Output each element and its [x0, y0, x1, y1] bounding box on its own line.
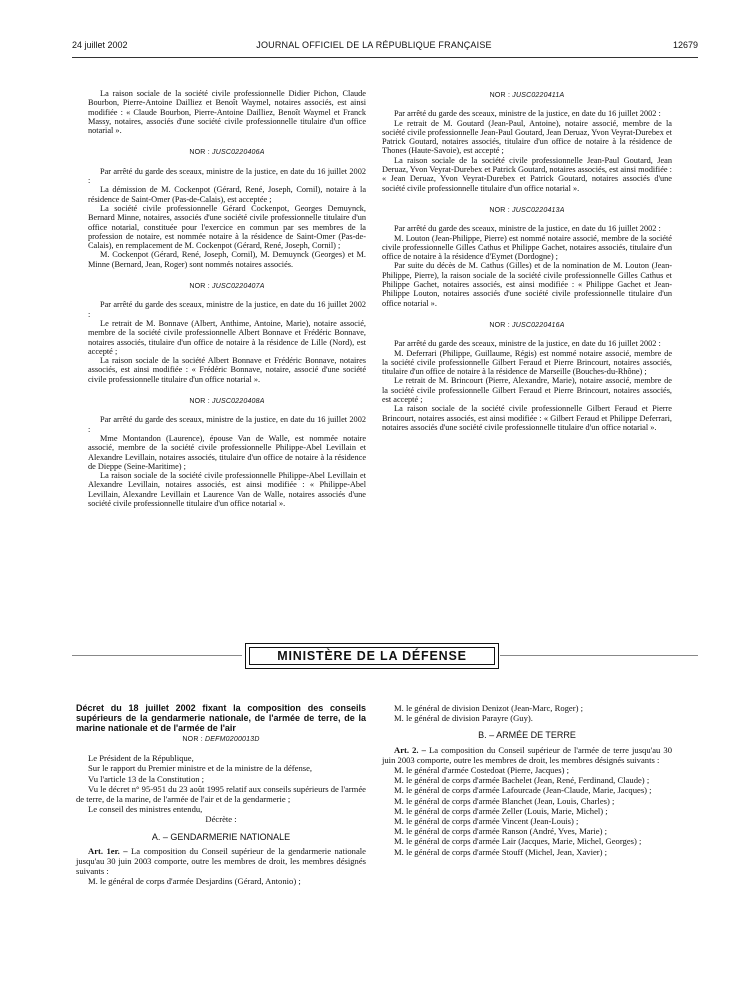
decrete: Décrète : — [205, 814, 237, 825]
ministry-heading-box — [245, 643, 499, 669]
section-b-heading: B. – ARMÉE DE TERRE — [478, 730, 576, 741]
preamble-line: Sur le rapport du Premier ministre et de la ministre de la défense, — [88, 763, 313, 774]
decree-nor — [76, 735, 366, 745]
nor-label: NOR : — [489, 92, 511, 99]
nor-label: NOR : — [182, 736, 203, 743]
preamble-line: Vu le décret n° 95-951 du 23 août 1995 relatif aux conseils supérieurs de l'armée de terre, de la marine, de l'armée de l'air et de la gendarmerie ; — [76, 783, 366, 805]
paragraph: Par suite du décès de M. Cathus (Gilles) et de la nomination de M. Louton (Jean-Philippe, Pierre), la raison sociale de la société civile professionnelle Gilles Cathus et Philippe Gachet, notaires associés, est ainsi modifiée : « Philippe Gachet et Jean-Philippe Louton, notaires associés d'une société civile professionnelle titulaire d'un office notarial ». — [382, 261, 672, 308]
paragraph: Le retrait de M. Bonnave (Albert, Anthime, Antoine, Marie), notaire associé, membre de la société civile professionnelle Albert Bonnave et Frédéric Bonnave, notaires associés, titulaire d'un office de notaire à la résidence de Lille (Nord), est accepté ; — [88, 318, 366, 356]
nor-label: NOR : — [189, 149, 210, 157]
nor-reference — [88, 282, 366, 291]
section-a-heading: A. – GENDARMERIE NATIONALE — [151, 831, 291, 842]
nor-reference — [382, 91, 672, 100]
article-1-text: La composition du Conseil supérieur de la gendarmerie nationale jusqu'au 30 juin 2003 comporte, outre les membres de droit, les membres désignés suivants : — [76, 845, 366, 877]
paragraph: La raison sociale de la société civile professionnelle Gilbert Feraud et Pierre Brincourt, notaires associés, est ainsi modifiée : « Gilbert Feraud et Philippe Deferrari, notaires associés d'une société civile professionnelle titulaire d'un office notarial ». — [382, 404, 672, 432]
article-2 — [382, 745, 672, 765]
paragraph: La société civile professionnelle Gérard Cockenpot, Georges Demuynck, Bernard Minne, notaires, associés d'une société civile professionnelle titulaire d'un office notarial, constituée pour l'exercice en commun par ses membres de la profession de notaire, est nommée notaire à la résidence de Saint-Omer (Pas-de-Calais), en remplacement de M. Cockenpot (Gérard, René, Joseph, Cornil) ; — [88, 203, 366, 251]
member-item: M. le général de corps d'armée Bachelet (Jean, René, Ferdinand, Claude) ; — [394, 775, 650, 786]
nor-reference — [88, 397, 366, 406]
member-item: M. le général de corps d'armée Desjardins (Gérard, Antonio) ; — [88, 876, 301, 887]
paragraph: La démission de M. Cockenpot (Gérard, René, Joseph, Cornil), notaire à la résidence de Saint-Omer (Pas-de-Calais), est acceptée ; — [88, 185, 366, 204]
paragraph: M. Louton (Jean-Philippe, Pierre) est nommé notaire associé, membre de la société civile professionnelle Gilles Cathus et Philippe Gachet, notaires associés, titulaire d'un office de notaire à la résidence d'Eymet (Dordogne) ; — [382, 233, 672, 262]
nor-reference — [382, 321, 672, 330]
paragraph: Par arrêté du garde des sceaux, ministre de la justice, en date du 16 juillet 2002 : — [394, 109, 661, 119]
member-item: M. le général de corps d'armée Stouff (Michel, Jean, Xavier) ; — [394, 846, 608, 857]
nor-reference — [382, 206, 672, 215]
header-page-number: 12679 — [672, 40, 698, 50]
paragraph: M. Cockenpot (Gérard, René, Joseph, Cornil), M. Demuynck (Georges) et M. Minne (Bernard, Jean, Roger) sont nommés notaires associés. — [88, 250, 366, 269]
paragraph: La raison sociale de la société Albert Bonnave et Frédéric Bonnave, notaires associés, est ainsi modifiée : « Frédéric Bonnave, notaire, associé d'une société civile professionnelle titulaire d'un office notarial ». — [88, 356, 366, 384]
preamble-line: Le Président de la République, — [88, 753, 194, 764]
page-header — [0, 40, 748, 54]
paragraph: La raison sociale de la société civile professionnelle Didier Pichon, Claude Bourbon, Pierre-Antoine Dailliez et Benoît Waymel, notaires associés, est ainsi modifiée : « Claude Bourbon, Pierre-Antoine Dailliez, Benoît Waymel et Franck Massy, notaires, associés d'une société civile professionnelle titulaire d'un office notarial ». — [88, 89, 366, 136]
paragraph: Par arrêté du garde des sceaux, ministre de la justice, en date du 16 juillet 2002 : — [88, 300, 366, 319]
paragraph: La raison sociale de la société civile professionnelle Jean-Paul Goutard, Jean Deruaz, Yvon Veyrat-Durebex et Patrick Goutard, notaires associés, est ainsi modifiée : « Jean Deruaz, Yvon Veyrat-Durebex et Patrick Goutard, notaires associés d'une société civile professionnelle titulaire d'un office notarial ». — [382, 155, 672, 193]
nor-label: NOR : — [189, 398, 210, 406]
member-item: M. le général de corps d'armée Ranson (André, Yves, Marie) ; — [394, 826, 607, 837]
member-item: M. le général de corps d'armée Vincent (Jean-Louis) ; — [394, 816, 579, 827]
top-left-column — [88, 89, 366, 508]
ministry-heading: MINISTÈRE DE LA DÉFENSE — [249, 647, 495, 665]
member-item: M. le général de division Denizot (Jean-Marc, Roger) ; — [394, 703, 583, 713]
bottom-right-column — [382, 703, 672, 857]
paragraph: Mme Montandon (Laurence), épouse Van de Walle, est nommée notaire associé, membre de la société civile professionnelle Philippe-Abel Levillain et Alexandre Levillain, notaires associés, titulaire d'un office de notaire à la résidence de Dieppe (Seine-Maritime) ; — [88, 433, 366, 471]
nor-code: DEFM0200013D — [205, 736, 260, 743]
preamble-line: Le conseil des ministres entendu, — [88, 804, 203, 815]
paragraph: M. Deferrari (Philippe, Guillaume, Régis) est nommé notaire associé, membre de la société civile professionnelle Gilbert Feraud et Pierre Brincourt, notaires associés, titulaire d'un office de notaire à la résidence de Marseille (Bouches-du-Rhône) ; — [382, 348, 672, 377]
member-item: M. le général de corps d'armée Lafourcade (Jean-Claude, Marie, Jacques) ; — [394, 785, 652, 796]
paragraph: Par arrêté du garde des sceaux, ministre de la justice, en date du 16 juillet 2002 : — [394, 339, 661, 349]
member-item: M. le général de division Parayre (Guy). — [394, 713, 533, 724]
nor-label: NOR : — [489, 206, 510, 214]
article-1 — [76, 846, 366, 877]
header-title: JOURNAL OFFICIEL DE LA RÉPUBLIQUE FRANÇAISE — [256, 40, 492, 50]
header-rule — [72, 57, 698, 58]
member-item: M. le général d'armée Costedoat (Pierre, Jacques) ; — [394, 765, 570, 776]
paragraph: Par arrêté du garde des sceaux, ministre de la justice, en date du 16 juillet 2002 : — [88, 415, 366, 434]
nor-label: NOR : — [489, 321, 510, 329]
nor-reference — [88, 148, 366, 157]
paragraph: Par arrêté du garde des sceaux, ministre de la justice, en date du 16 juillet 2002 : — [88, 166, 366, 186]
member-item: M. le général de corps d'armée Lair (Jacques, Marie, Michel, Georges) ; — [394, 836, 642, 847]
member-item: M. le général de corps d'armée Blanchet (Jean, Louis, Charles) ; — [394, 795, 615, 806]
paragraph: Le retrait de M. Goutard (Jean-Paul, Antoine), notaire associé, membre de la société civile professionnelle Jean-Paul Goutard, Jean Deruaz, Yvon Veyrat-Durebex et Patrick Goutard, notaires associés, titulaire d'un office de notaire à la résidence de Thones (Haute-Savoie), est accepté ; — [382, 118, 672, 156]
header-date: 24 juillet 2002 — [72, 40, 128, 50]
paragraph: La raison sociale de la société civile professionnelle Philippe-Abel Levillain et Alexandre Levillain, notaires associés, est ainsi modifiée : « Philippe-Abel Levillain, Alexandre Levillain et Laurence Van de Walle, notaires associés d'une société civile professionnelle titulaire d'un office notarial ». — [88, 471, 366, 508]
member-item: M. le général de corps d'armée Zeller (Louis, Marie, Michel) ; — [394, 805, 608, 816]
bottom-left-column — [76, 703, 366, 887]
article-2-label: Art. 2. – — [394, 744, 426, 755]
nor-code: JUSC0220411A — [512, 92, 565, 99]
nor-code: JUSC0220416A — [512, 321, 565, 329]
nor-code: JUSC0220407A — [212, 283, 265, 291]
paragraph: Par arrêté du garde des sceaux, ministre de la justice, en date du 16 juillet 2002 : — [394, 224, 661, 234]
nor-label: NOR : — [189, 283, 210, 291]
nor-code: JUSC0220413A — [512, 206, 565, 214]
nor-code: JUSC0220406A — [212, 149, 265, 157]
paragraph: Le retrait de M. Brincourt (Pierre, Alexandre, Marie), notaire associé, membre de la société civile professionnelle Gilbert Feraud et Pierre Brincourt, notaires associés, est accepté ; — [382, 376, 672, 405]
preamble-line: Vu l'article 13 de la Constitution ; — [88, 773, 205, 784]
top-right-column — [382, 91, 672, 432]
section-rule-right — [500, 655, 698, 656]
article-1-label: Art. 1er. – — [88, 845, 128, 856]
decree-title: Décret du 18 juillet 2002 fixant la composition des conseils supérieurs de la gendarmerie nationale, de l'armée de terre, de la marine nationale et de l'armée de l'air — [76, 703, 366, 733]
section-rule-left — [72, 655, 242, 656]
article-2-text: La composition du Conseil supérieur de l'armée de terre jusqu'au 30 juin 2003 comporte, outre les membres de droit, les membres désignés suivants : — [382, 744, 672, 765]
nor-code: JUSC0220408A — [212, 398, 265, 406]
